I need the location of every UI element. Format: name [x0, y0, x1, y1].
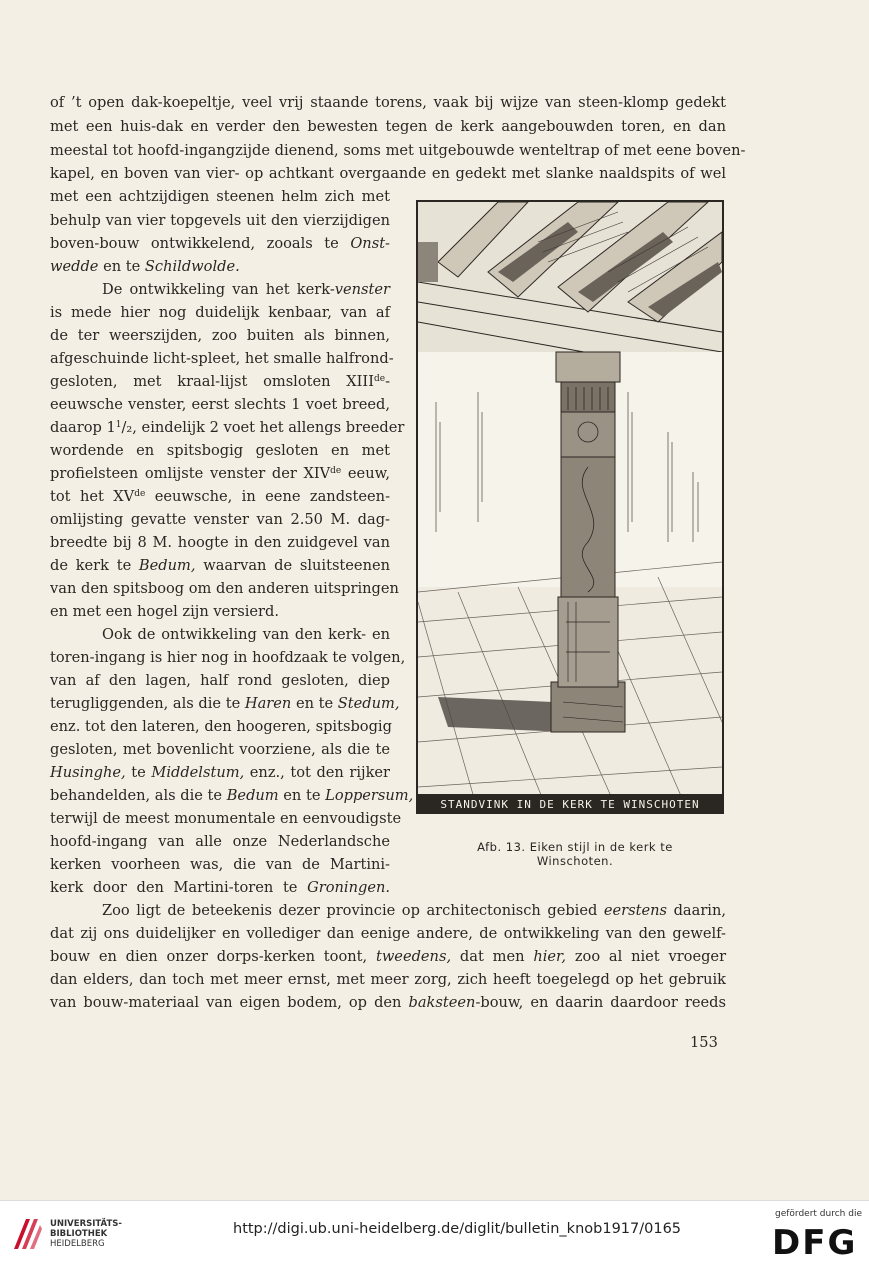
text-line: en met een hogel zijn versierd. — [50, 603, 279, 620]
text-line: bouw en dien onzer dorps-kerken toont, tweedens, dat men hier, zoo al niet vroeger — [50, 948, 727, 965]
text-line: eeuwsche venster, eerst slechts 1 voet breed, — [50, 396, 390, 413]
page-number: 153 — [690, 1034, 718, 1051]
text-line: boven-bouw ontwikkelend, zooals te Onst- — [50, 235, 390, 252]
caption-line: Afb. 13. Eiken stijl in de kerk te — [477, 840, 673, 854]
text-line: afgeschuinde licht-spleet, het smalle halfrond- — [50, 350, 394, 367]
text-line: de ter weerszijden, zoo buiten als binnen, — [50, 327, 390, 344]
text-line: De ontwikkeling van het kerk-venster — [102, 281, 390, 298]
university-library-logo-icon[interactable] — [10, 1215, 44, 1253]
text-line: behandelden, als die te Bedum en te Loppersum, — [50, 787, 414, 804]
text-line: omlijsting gevatte venster van 2.50 M. dag- — [50, 511, 390, 528]
text-line: meestal tot hoofd-ingangzijde dienend, soms met uitgebouwde wenteltrap of met eene boven- — [50, 142, 746, 159]
text-line: dat zij ons duidelijker en vollediger dan eenige andere, de ontwikkeling van den gewelf- — [50, 925, 726, 942]
text-line: met een achtzijdigen steenen helm zich met — [50, 188, 390, 205]
text-line: van af den lagen, half rond gesloten, diep — [50, 672, 390, 689]
text-line: breedte bij 8 M. hoogte in den zuidgevel van — [50, 534, 390, 551]
text-line: of ’t open dak-koepeltje, veel vrij staande torens, vaak bij wijze van steen-klomp gedekt — [50, 94, 726, 111]
footer-bar — [0, 1200, 869, 1268]
text-line: gesloten, met bovenlicht voorziene, als die te — [50, 741, 390, 758]
text-line: wordende en spitsbogig gesloten en met — [50, 442, 390, 459]
text-line: daarop $1^1/_2$, eindelijk 2 voet het allengs breeder — [50, 419, 405, 436]
text-line: Ook de ontwikkeling van den kerk- en — [102, 626, 390, 643]
text-line: tot het XVde eeuwsche, in eene zandsteen- — [50, 488, 390, 505]
text-line: is mede hier nog duidelijk kenbaar, van af — [50, 304, 390, 321]
text-line: kerken voorheen was, die van de Martini- — [50, 856, 390, 873]
university-library-name: UNIVERSITÄTS- BIBLIOTHEK HEIDELBERG — [50, 1219, 122, 1249]
text-line: de kerk te Bedum, waarvan de sluitsteenen — [50, 557, 390, 574]
text-line: enz. tot den lateren, den hoogeren, spitsbogig — [50, 718, 392, 735]
text-line: van den spitsboog om den anderen uitspringen — [50, 580, 399, 597]
text-line: terwijl de meest monumentale en eenvoudigste — [50, 810, 402, 827]
text-line: kerk door den Martini-toren te Groningen. — [50, 879, 391, 896]
pillar-illustration — [416, 200, 724, 814]
figure-caption — [440, 840, 710, 868]
text-line: toren-ingang is hier nog in hoofdzaak te volgen, — [50, 649, 406, 666]
caption-line: Winschoten. — [536, 854, 614, 868]
figure-inscription: STANDVINK IN DE KERK TE WINSCHOTEN — [440, 798, 700, 811]
text-line: Zoo ligt de beteekenis dezer provincie op architectonisch gebied eerstens daarin, — [102, 902, 727, 919]
text-line: van bouw-materiaal van eigen bodem, op den baksteen-bouw, en daarin daardoor reeds — [50, 994, 726, 1011]
pillar-drawing — [418, 202, 722, 812]
text-line: behulp van vier topgevels uit den vierzijdigen — [50, 212, 390, 229]
text-line: kapel, en boven van vier- op achtkant overgaande en gedekt met slanke naaldspits of wel — [50, 165, 726, 182]
text-line: Husinghe, te Middelstum, enz., tot den rijker — [50, 764, 391, 781]
text-line: dan elders, dan toch met meer ernst, met meer zorg, zich heeft toegelegd op het gebruik — [50, 971, 726, 988]
text-line: wedde en te Schildwolde. — [50, 258, 240, 275]
text-line: profielsteen omlijste venster der XIVde eeuw, — [50, 465, 390, 482]
text-line: gesloten, met kraal-lijst omsloten XIIIde- — [50, 373, 390, 390]
text-line: hoofd-ingang van alle onze Nederlandsche — [50, 833, 390, 850]
funding-label: gefördert durch die — [775, 1209, 862, 1219]
permalink-url[interactable]: http://digi.ub.uni-heidelberg.de/diglit/bulletin_knob1917/0165 — [233, 1221, 682, 1237]
text-line: met een huis-dak en verder den bewesten tegen de kerk aangebouwden toren, en dan — [50, 118, 726, 135]
dfg-logo[interactable]: DFG — [772, 1223, 858, 1263]
text-line: terugliggenden, als die te Haren en te Stedum, — [50, 695, 400, 712]
